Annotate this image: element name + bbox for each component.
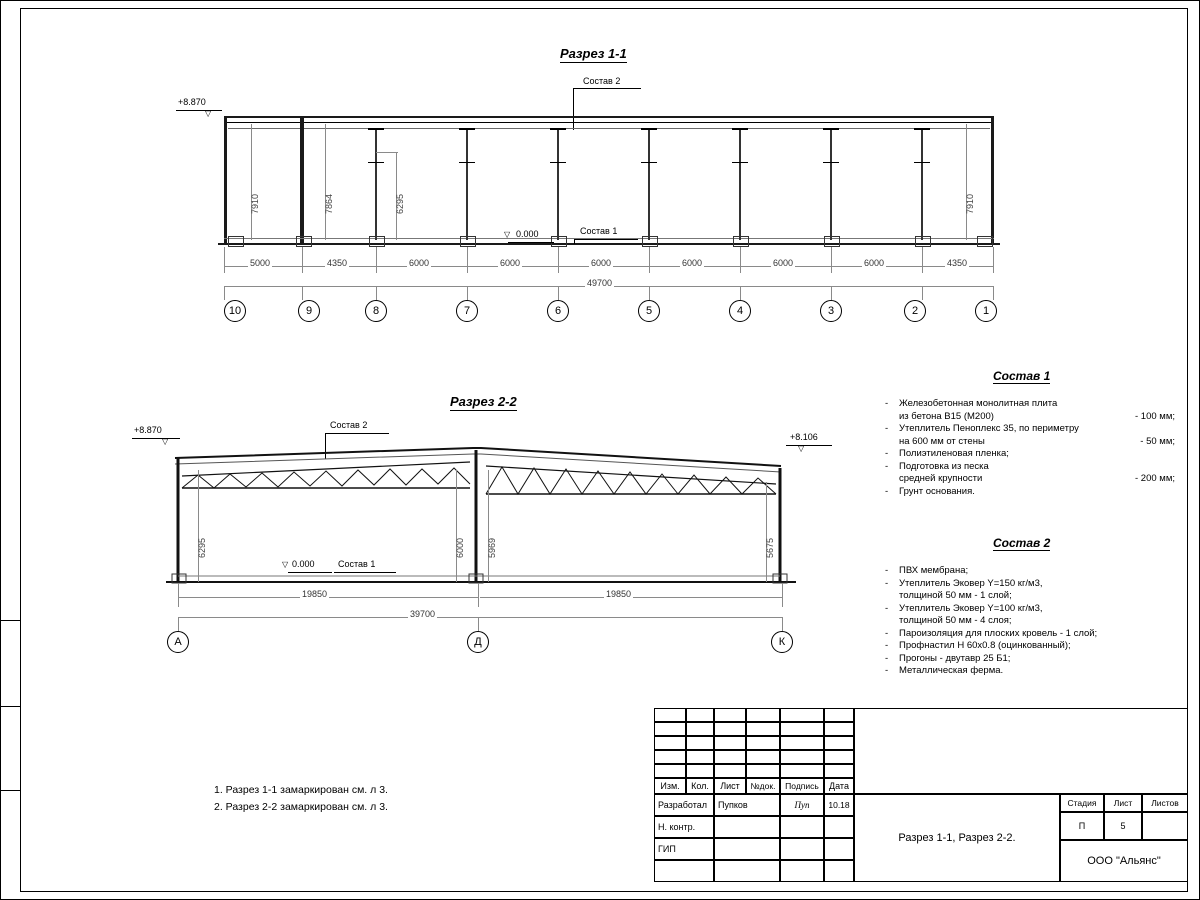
axis-bubble-k: К: [771, 631, 793, 653]
section2-level-right: +8.106: [790, 432, 818, 442]
spec1-list: [885, 398, 1175, 498]
section2-extline: [178, 583, 179, 607]
section2-height-2: 6000: [455, 537, 465, 558]
section2-level-right-arrow: ▽: [798, 444, 805, 453]
spec1-item: - Подготовка из песка: [885, 461, 1175, 474]
stamp-rev-cell: [746, 708, 780, 722]
spec2-item-text: Профнастил Н 60х0.8 (оцинкованный);: [899, 640, 1071, 651]
stamp-rev-cell: [686, 750, 714, 764]
stamp-rev-cell: [654, 708, 686, 722]
spec1-item: [885, 473, 1175, 486]
section1-span-6: 6000: [682, 258, 703, 268]
section2-dim-vline: [198, 470, 199, 582]
spec2-list: [885, 565, 1185, 678]
spec1-item: - Грунт основания.: [885, 486, 1175, 499]
spec1-item-value: - 100 мм;: [1135, 410, 1175, 422]
spec2-item: - Прогоны - двутавр 25 Б1;: [885, 652, 1011, 664]
stamp-rev-cell: [746, 750, 780, 764]
section1-column: [466, 128, 468, 240]
section1-span-9: 4350: [947, 258, 968, 268]
spec1-item-text: Подготовка из песка: [899, 460, 989, 472]
spec2-item-text: Пароизоляция для плоских кровель - 1 слой;: [899, 627, 1098, 639]
stamp-header-data: Дата: [824, 778, 854, 794]
section1-column-cap: [914, 128, 930, 130]
section2-title: Разрез 2-2: [450, 394, 517, 409]
spec2-item-text: Прогоны - двутавр 25 Б1;: [899, 652, 1011, 664]
stamp-rev-cell: [654, 764, 686, 778]
stamp-sheets-label: Листов: [1142, 794, 1188, 812]
section1-height-3: 6295: [395, 193, 405, 214]
section1-level-top: +8.870: [178, 97, 206, 107]
spec2-item: - Металлическая ферма.: [885, 665, 1004, 676]
section1-dim-vline: [325, 124, 326, 240]
section1-roof-under: [224, 122, 994, 123]
spec2-item-text: толщиной 50 мм - 4 слоя;: [899, 615, 1012, 626]
section1-axis-stem: [831, 286, 832, 300]
section2-leader-bottom: [334, 572, 396, 573]
section1-extline: [993, 247, 994, 273]
section2-level-zero-arrow: ▽: [282, 560, 289, 569]
section1-leader-bottom-tick: [574, 239, 575, 244]
stamp-rev-cell: [824, 708, 854, 722]
stamp-header-ndok: №док.: [746, 778, 780, 794]
stamp-rev-cell: [714, 736, 746, 750]
section2-total-dimline: [178, 617, 782, 618]
section1-axis-stem: [376, 286, 377, 300]
section2-axis-stem: [478, 617, 479, 631]
stamp-rev-cell: [780, 722, 824, 736]
stamp-header-list: Лист: [714, 778, 746, 794]
section2-structure: [160, 440, 850, 610]
section1-column-base-mark: [732, 162, 748, 163]
note-2: 2. Разрез 2-2 замаркирован см. л 3.: [214, 801, 388, 813]
section1-total: 49700: [587, 278, 613, 288]
section1-extline: [649, 247, 650, 273]
stamp-rev-cell: [654, 750, 686, 764]
section1-extline: [224, 247, 225, 273]
section1-footing: [460, 236, 476, 247]
section1-footing: [733, 236, 749, 247]
stamp-date-3: [824, 838, 854, 860]
note-1: 1. Разрез 1-1 замаркирован см. л 3.: [214, 784, 388, 796]
stamp-rev-cell: [746, 764, 780, 778]
stamp-sheet-label: Лист: [1104, 794, 1142, 812]
section1-footing: [915, 236, 931, 247]
spec2-item: - Пароизоляция для плоских кровель - 1 слой;: [885, 627, 1098, 639]
section1-leader-top-horizontal: [573, 88, 641, 89]
section1-extline: [558, 247, 559, 273]
section1-label-top: Состав 2: [583, 76, 621, 86]
stamp-signature-2: [780, 816, 824, 838]
spec1-item: - Полиэтиленовая пленка;: [885, 448, 1175, 461]
section1-footing: [228, 236, 244, 247]
spec1-item-text: Грунт основания.: [899, 485, 975, 497]
spec1-item-text: из бетона В15 (М200): [899, 410, 994, 422]
section1-column: [830, 128, 832, 240]
spec1-item-value: - 50 мм;: [1140, 435, 1175, 447]
stamp-role-4: [654, 860, 714, 882]
spec1-item-text: на 600 мм от стены: [899, 435, 985, 447]
spec1-item-text: Железобетонная монолитная плита: [899, 398, 1058, 409]
spec1-item-value: [1167, 423, 1175, 436]
section2-extline: [478, 583, 479, 607]
stamp-rev-cell: [714, 722, 746, 736]
section1-wall-right: [991, 116, 994, 244]
section1-extline: [922, 247, 923, 273]
section1-column-cap: [368, 128, 384, 130]
section1-column-cap: [641, 128, 657, 130]
section1-level-zero-line: [508, 242, 554, 243]
stamp-sheet-value: 5: [1104, 812, 1142, 840]
stamp-role-2: Н. контр.: [654, 816, 714, 838]
spec2-item-text: ПВХ мембрана;: [899, 565, 969, 576]
stamp-signature-3: [780, 838, 824, 860]
axis-bubble-6: 6: [547, 300, 569, 322]
stamp-date-2: [824, 816, 854, 838]
section2-total: 39700: [410, 609, 436, 619]
section1-level-zero: 0.000: [516, 229, 539, 239]
section1-height-4: 7910: [965, 193, 975, 214]
section1-axis-stem: [649, 286, 650, 300]
section1-wall-internal: [300, 116, 304, 244]
section2-height-1: 6295: [197, 537, 207, 558]
stamp-rev-cell: [686, 764, 714, 778]
stamp-rev-cell: [824, 722, 854, 736]
spec1-item-value: - 200 мм;: [1135, 473, 1175, 484]
stamp-rev-cell: [746, 736, 780, 750]
section2-leader-top: [325, 433, 389, 434]
spec2-title: Состав 2: [993, 536, 1051, 550]
section1-axis-stem: [558, 286, 559, 300]
section2-height-4: 5675: [765, 537, 775, 558]
stamp-rev-cell: [686, 736, 714, 750]
section1-column-base-mark: [550, 162, 566, 163]
axis-bubble-d: Д: [467, 631, 489, 653]
stamp-stage-value: П: [1060, 812, 1104, 840]
section1-span-2: 4350: [327, 258, 348, 268]
section1-floor-line: [218, 243, 1000, 245]
section2-extline: [782, 583, 783, 607]
stamp-rev-cell: [714, 764, 746, 778]
section1-leader-bottom: [574, 239, 638, 240]
spec2-item: [885, 615, 1185, 628]
axis-bubble-8: 8: [365, 300, 387, 322]
section1-column-cap: [459, 128, 475, 130]
section2-dim-vline: [766, 482, 767, 582]
section2-level-zero: 0.000: [292, 559, 315, 569]
stamp-sheets-value: [1142, 812, 1188, 840]
section1-footing: [296, 236, 312, 247]
spec1-item: [885, 436, 1175, 449]
section1-axis-stem: [302, 286, 303, 300]
section2-dim-vline: [488, 470, 489, 582]
stamp-date-1: 10.18: [824, 794, 854, 816]
stamp-rev-cell: [780, 708, 824, 722]
section1-level-top-line: [176, 110, 222, 111]
axis-bubble-4: 4: [729, 300, 751, 322]
stamp-name-3: [714, 838, 780, 860]
axis-bubble-1: 1: [975, 300, 997, 322]
spec1-item-text: средней крупности: [899, 473, 983, 484]
section1-column: [648, 128, 650, 240]
section1-column-cap: [823, 128, 839, 130]
spec1-title: Состав 1: [993, 369, 1051, 383]
section1-extline: [740, 247, 741, 273]
section1-extline: [376, 247, 377, 273]
sheet-left-margin-divider-2: [0, 790, 20, 791]
stamp-stage-label: Стадия: [1060, 794, 1104, 812]
stamp-rev-cell: [780, 736, 824, 750]
section2-label-top: Состав 2: [330, 420, 368, 430]
section1-axis-stem: [224, 286, 225, 300]
stamp-top-blank: [854, 708, 1188, 794]
section1-column-base-mark: [368, 162, 384, 163]
stamp-rev-cell: [824, 764, 854, 778]
section1-axis-stem: [922, 286, 923, 300]
title-block: [654, 708, 1188, 892]
section2-dim-vline: [456, 470, 457, 582]
stamp-rev-cell: [714, 708, 746, 722]
spec1-item-value: [1167, 486, 1175, 499]
spec2-item: - Утеплитель Эковер Y=150 кг/м3,: [885, 577, 1043, 589]
section2-level-zero-line: [288, 572, 332, 573]
spec1-item-value: [1167, 461, 1175, 474]
section1-column: [375, 128, 377, 240]
section2-axis-stem: [178, 617, 179, 631]
spec1-item: - Утеплитель Пеноплекс 35, по периметру: [885, 423, 1175, 436]
section2-span-1: 19850: [302, 589, 328, 599]
spec1-item: - Железобетонная монолитная плита: [885, 398, 1175, 411]
section2-axis-stem: [782, 617, 783, 631]
spec2-item: - ПВХ мембрана;: [885, 565, 969, 576]
section2-level-left-arrow: ▽: [162, 437, 169, 446]
section1-column-base-mark: [641, 162, 657, 163]
section1-extline: [831, 247, 832, 273]
stamp-rev-cell: [824, 750, 854, 764]
spec1-item-value: [1167, 448, 1175, 461]
stamp-rev-cell: [824, 736, 854, 750]
stamp-rev-cell: [654, 736, 686, 750]
section1-footing: [369, 236, 385, 247]
section1-label-bottom: Состав 1: [580, 226, 618, 236]
stamp-rev-cell: [746, 722, 780, 736]
section1-column: [557, 128, 559, 240]
section2-label-bottom: Состав 1: [338, 559, 376, 569]
stamp-rev-cell: [686, 708, 714, 722]
section1-column-cap: [732, 128, 748, 130]
section1-dim-vline: [251, 124, 252, 240]
section1-footing: [642, 236, 658, 247]
section1-axis-stem: [993, 286, 994, 300]
stamp-header-podpis: Подпись: [780, 778, 824, 794]
section2-span-2: 19850: [606, 589, 632, 599]
section1-level-top-arrow: ▽: [205, 109, 212, 118]
stamp-rev-cell: [780, 764, 824, 778]
axis-bubble-10: 10: [224, 300, 246, 322]
section1-dim-vline: [966, 124, 967, 240]
section1-column-cap: [550, 128, 566, 130]
stamp-signature-1: Пуп: [780, 794, 824, 816]
stamp-rev-cell: [686, 722, 714, 736]
section1-level-zero-arrow: ▽: [504, 230, 511, 239]
spec2-item-text: Утеплитель Эковер Y=100 кг/м3,: [899, 602, 1043, 614]
section1-span-5: 6000: [591, 258, 612, 268]
axis-bubble-7: 7: [456, 300, 478, 322]
sheet-left-margin-divider-1: [0, 706, 20, 707]
section1-height-1: 7910: [250, 193, 260, 214]
section1-column-base-mark: [459, 162, 475, 163]
spec1-item-text: Утеплитель Пеноплекс 35, по периметру: [899, 423, 1079, 434]
stamp-rev-cell: [714, 750, 746, 764]
spec2-item-text: Металлическая ферма.: [899, 665, 1004, 676]
axis-bubble-5: 5: [638, 300, 660, 322]
section2-height-3: 5969: [487, 537, 497, 558]
spec2-item: - Профнастил Н 60х0.8 (оцинкованный);: [885, 640, 1071, 651]
section1-extline: [467, 247, 468, 273]
stamp-date-4: [824, 860, 854, 882]
sheet-left-margin-block: [0, 620, 20, 892]
section1-dim-tick: [376, 152, 398, 153]
section1-title: Разрез 1-1: [560, 46, 627, 61]
spec1-item-text: Полиэтиленовая пленка;: [899, 448, 1009, 459]
section1-footing: [977, 236, 993, 247]
section1-column-base-mark: [914, 162, 930, 163]
section1-span-8: 6000: [864, 258, 885, 268]
section2-level-left: +8.870: [134, 425, 162, 435]
spec1-item-value: [1167, 398, 1175, 411]
section1-axis-stem: [740, 286, 741, 300]
section2-level-left-line: [132, 438, 180, 439]
section1-footing: [824, 236, 840, 247]
section1-span-7: 6000: [773, 258, 794, 268]
section1-height-2: 7864: [324, 193, 334, 214]
stamp-header-izm: Изм.: [654, 778, 686, 794]
stamp-company: ООО "Альянс": [1060, 840, 1188, 882]
general-notes: [214, 782, 388, 816]
spec2-item: - Утеплитель Эковер Y=100 кг/м3,: [885, 602, 1043, 614]
section1-ceiling-line: [228, 128, 990, 129]
stamp-role-1: Разработал: [654, 794, 714, 816]
section1-roof-top: [224, 116, 994, 118]
stamp-rev-cell: [780, 750, 824, 764]
section1-axis-stem: [467, 286, 468, 300]
axis-bubble-3: 3: [820, 300, 842, 322]
stamp-name-4: [714, 860, 780, 882]
section1-column: [739, 128, 741, 240]
stamp-name-2: [714, 816, 780, 838]
spec2-item: [885, 590, 1185, 603]
stamp-name-1: Пупков: [714, 794, 780, 816]
spec2-item-text: толщиной 50 мм - 1 слой;: [899, 590, 1012, 601]
section1-wall-left: [224, 116, 227, 244]
stamp-signature-4: [780, 860, 824, 882]
stamp-role-3: ГИП: [654, 838, 714, 860]
stamp-rev-cell: [654, 722, 686, 736]
axis-bubble-9: 9: [298, 300, 320, 322]
section1-column: [921, 128, 923, 240]
section1-span-4: 6000: [500, 258, 521, 268]
section1-leader-top-vertical: [573, 88, 574, 130]
stamp-header-kol: Кол.: [686, 778, 714, 794]
spec2-item-text: Утеплитель Эковер Y=150 кг/м3,: [899, 577, 1043, 589]
spec1-item: [885, 411, 1175, 424]
section1-span-1: 5000: [250, 258, 271, 268]
section1-extline: [302, 247, 303, 273]
section1-span-3: 6000: [409, 258, 430, 268]
axis-bubble-a: А: [167, 631, 189, 653]
axis-bubble-2: 2: [904, 300, 926, 322]
stamp-drawing-title: Разрез 1-1, Разрез 2-2.: [854, 794, 1060, 882]
section1-column-base-mark: [823, 162, 839, 163]
